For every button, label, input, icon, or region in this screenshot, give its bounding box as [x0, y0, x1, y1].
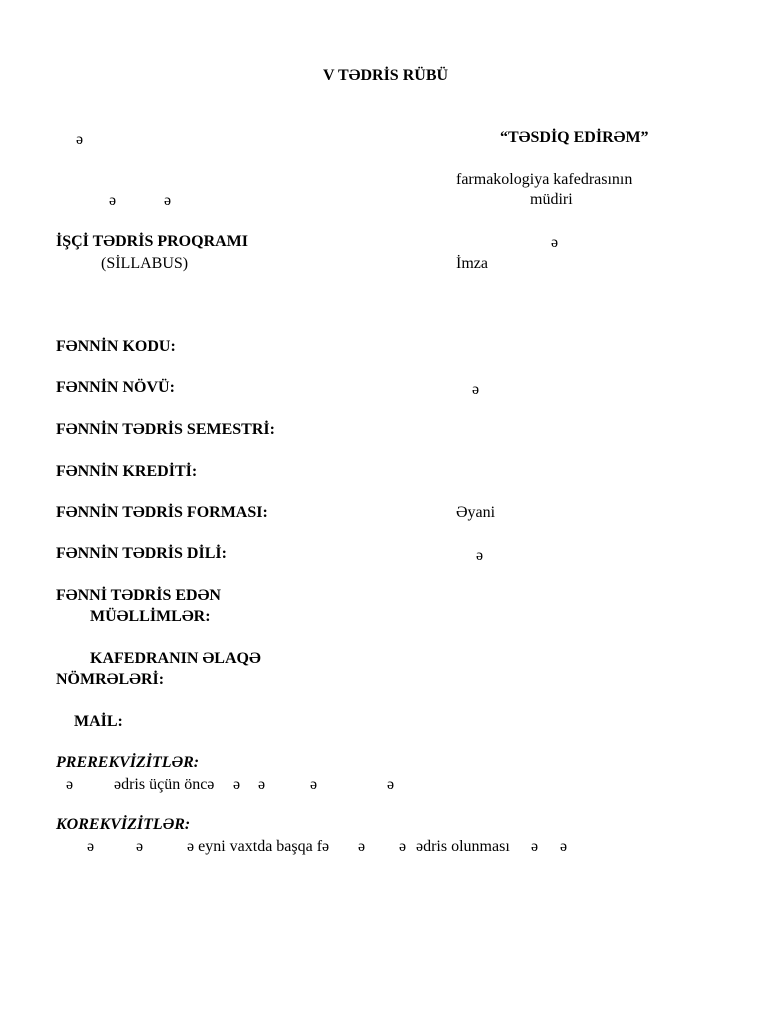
- course-semester-label: FƏNNİN TƏDRİS SEMESTRİ:: [56, 421, 275, 438]
- corequisites-text: ə: [358, 838, 366, 855]
- course-form-label: FƏNNİN TƏDRİS FORMASI:: [56, 504, 268, 521]
- course-type-value: ə: [472, 381, 480, 398]
- phones-label-cont: NÖMRƏLƏRİ:: [56, 671, 165, 688]
- course-code-label: FƏNNİN KODU:: [56, 338, 176, 355]
- left-fragment: ə: [164, 192, 172, 209]
- sign-mark: ə: [551, 234, 559, 251]
- department-line: farmakologiya kafedrasının: [456, 171, 633, 188]
- corequisites-text: ə: [560, 838, 568, 855]
- approval-heading: “TƏSDİQ EDİRƏM”: [500, 129, 649, 146]
- course-language-label: FƏNNİN TƏDRİS DİLİ:: [56, 545, 227, 562]
- course-form-value: Əyani: [456, 504, 496, 521]
- corequisites-text: ədris olunması: [416, 838, 510, 855]
- prerequisites-text: ə: [310, 776, 318, 793]
- corequisites-text: ə: [531, 838, 539, 855]
- signature-label: İmza: [456, 255, 488, 272]
- page-title: V TƏDRİS RÜBÜ: [323, 67, 449, 84]
- corequisites-text: ə: [136, 838, 144, 855]
- phones-label: KAFEDRANIN ƏLAQƏ: [90, 650, 261, 667]
- prerequisites-text: ədris üçün öncə: [114, 776, 215, 793]
- prerequisites-text: ə: [258, 776, 266, 793]
- corequisites-text: ə: [87, 838, 95, 855]
- department-head-line: müdiri: [530, 191, 573, 208]
- course-language-value: ə: [476, 547, 484, 564]
- corequisites-label: KOREKVİZİTLƏR:: [56, 816, 191, 833]
- teachers-label-cont: MÜƏLLİMLƏR:: [90, 608, 211, 625]
- program-title: İŞÇİ TƏDRİS PROQRAMI: [56, 233, 248, 250]
- prerequisites-text: ə: [387, 776, 395, 793]
- corequisites-text: ə eyni vaxtda başqa fə: [187, 838, 330, 855]
- course-type-label: FƏNNİN NÖVÜ:: [56, 379, 175, 396]
- program-subtitle: (SİLLABUS): [101, 255, 189, 272]
- course-credit-label: FƏNNİN KREDİTİ:: [56, 463, 198, 480]
- prerequisites-text: ə: [66, 776, 74, 793]
- left-fragment: ə: [76, 131, 84, 148]
- corequisites-text: ə: [399, 838, 407, 855]
- prerequisites-text: ə: [233, 776, 241, 793]
- left-fragment: ə: [109, 192, 117, 209]
- teachers-label: FƏNNİ TƏDRİS EDƏN: [56, 587, 221, 604]
- prerequisites-label: PREREKVİZİTLƏR:: [56, 754, 200, 771]
- mail-label: MAİL:: [74, 713, 123, 730]
